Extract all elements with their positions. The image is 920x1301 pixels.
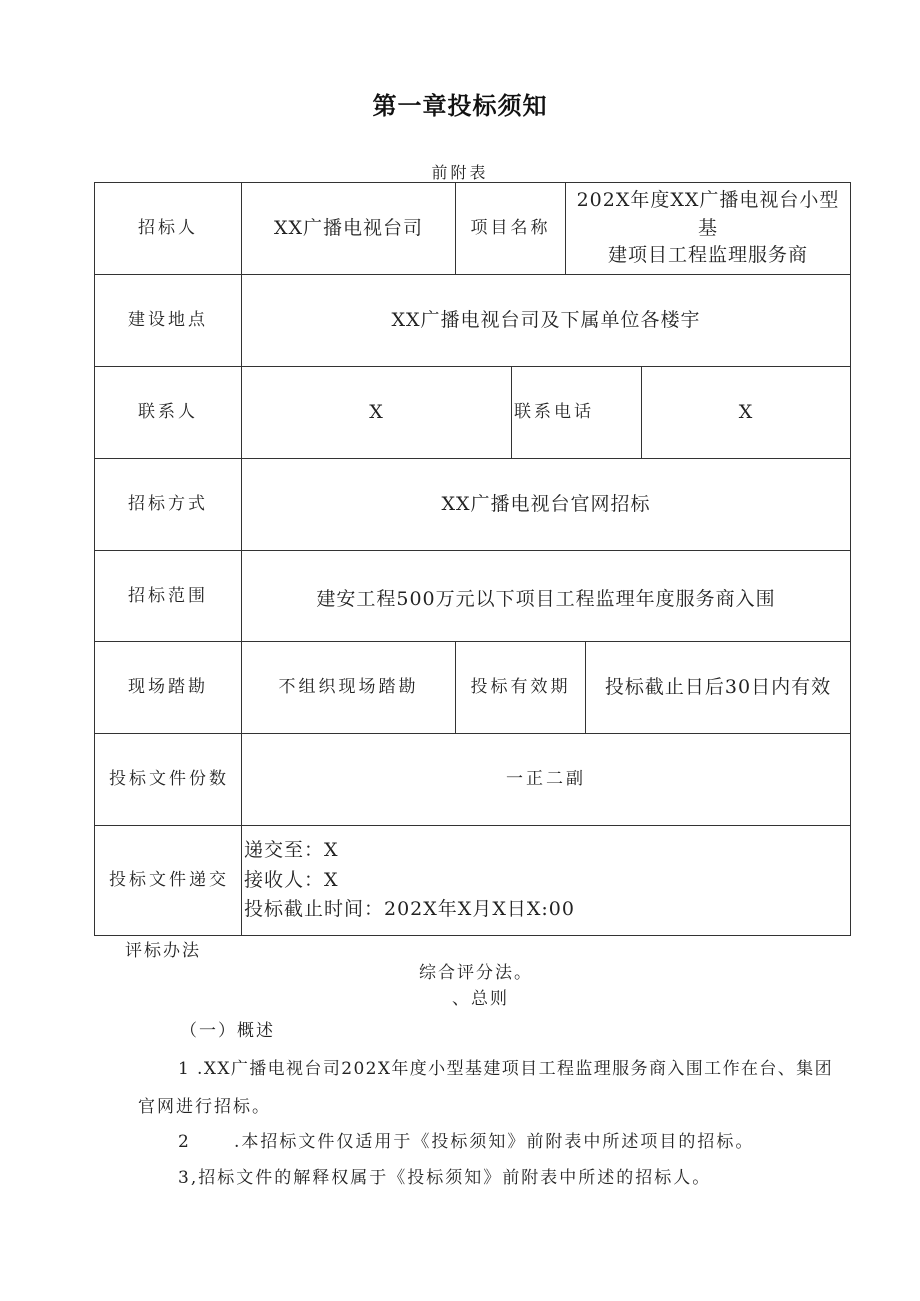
receiver: 接收人：X <box>244 868 339 891</box>
bidder-value: XX广播电视台司 <box>273 216 424 239</box>
copies-label: 投标文件份数 <box>109 769 229 790</box>
project-value-line2: 建项目工程监理服务商 <box>607 244 808 267</box>
location-label: 建设地点 <box>128 310 208 331</box>
scope-label: 招标范围 <box>128 585 208 606</box>
method-value: XX广播电视台官网招标 <box>441 492 651 515</box>
submit-label: 投标文件递交 <box>109 870 229 891</box>
paragraph-2-text: .本招标文件仅适用于《投标须知》前附表中所述项目的招标。 <box>234 1132 755 1152</box>
evaluation-label: 评标办法 <box>125 941 201 961</box>
paragraph-1-line-2: 官网进行招标。 <box>138 1097 271 1117</box>
subsection-heading: （一）概述 <box>180 1021 275 1041</box>
table-caption: 前附表 <box>431 163 489 182</box>
contact-label: 联系人 <box>138 402 198 423</box>
section-heading: 、总则 <box>452 989 509 1009</box>
site-value: 不组织现场踏勘 <box>278 677 419 698</box>
site-label: 现场踏勘 <box>128 677 208 698</box>
paragraph-1-line-1: 1 .XX广播电视台司202X年度小型基建项目工程监理服务商入围工作在台、集团 <box>178 1059 833 1079</box>
bidder-label: 招标人 <box>138 218 198 239</box>
deadline: 投标截止时间：202X年X月X日X:00 <box>244 898 575 921</box>
project-value <box>566 183 850 274</box>
phone-label: 联系电话 <box>514 402 594 423</box>
location-value: XX广播电视台司及下属单位各楼宇 <box>391 308 701 331</box>
paragraph-3: 3,招标文件的解释权属于《投标须知》前附表中所述的招标人。 <box>178 1168 712 1188</box>
project-value-line1: 202X年度XX广播电视台小型基 <box>576 189 840 239</box>
paragraph-2-number: 2 <box>178 1132 191 1152</box>
evaluation-value: 综合评分法。 <box>419 963 533 983</box>
phone-value: X <box>738 400 754 423</box>
submit-details <box>242 826 850 935</box>
scope-value: 建安工程500万元以下项目工程监理年度服务商入围 <box>316 588 776 611</box>
submit-to: 递交至：X <box>244 839 339 862</box>
page-title: 第一章投标须知 <box>372 92 548 120</box>
contact-value: X <box>369 400 384 423</box>
method-label: 招标方式 <box>128 494 208 515</box>
validity-value: 投标截止日后30日内有效 <box>604 675 832 698</box>
copies-value: 一正二副 <box>506 769 586 790</box>
project-label: 项目名称 <box>470 218 551 239</box>
validity-label: 投标有效期 <box>470 677 571 698</box>
